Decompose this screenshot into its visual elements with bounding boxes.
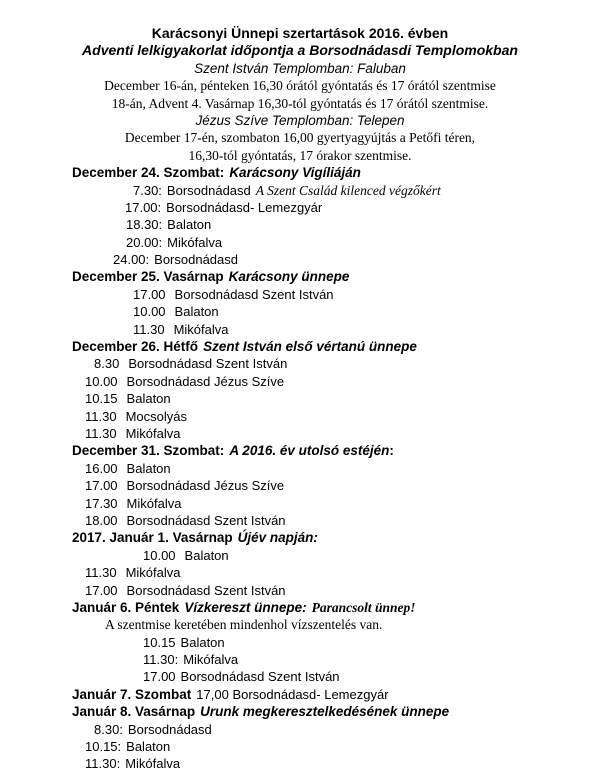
section-header-dec31 (0, 442, 600, 459)
intro-line-dec17: December 17-én, szombaton 16,00 gyertyagyújtás a Petőfi téren, (124, 130, 476, 146)
place-label: Balaton (167, 217, 212, 233)
section-date: Január 8. Vasárnap (72, 704, 196, 720)
intro-line-dec17b: 16,30-tól gyóntatás, 17 órakor szentmise. (188, 147, 412, 163)
schedule-row (0, 182, 600, 199)
section-date: Január 6. Péntek (72, 599, 180, 615)
schedule-row (0, 634, 600, 651)
schedule-row (0, 668, 600, 685)
place-label: Balaton (126, 391, 171, 407)
schedule-row (0, 303, 600, 320)
section-feast: Újév napján: (237, 530, 318, 546)
section-header-jan1 (0, 529, 600, 546)
schedule-row (0, 216, 600, 233)
section-inline-detail: 17,00 Borsodnádasd- Lemezgyár (196, 686, 389, 702)
time-label: 11.30 (133, 321, 165, 337)
time-label: 11.30 (85, 425, 117, 441)
time-label: 17.00 (85, 582, 118, 598)
schedule-row (0, 755, 600, 772)
place-label: Borsodnádasd- Lemezgyár (166, 199, 323, 215)
time-label: 11.30: (143, 652, 179, 668)
place-label: Mikófalva (183, 652, 239, 668)
time-label: 17.00 (143, 669, 176, 685)
time-label: 10.15 (85, 391, 118, 407)
place-label: Borsodnádasd Szent István (174, 286, 334, 302)
schedule-row (0, 738, 600, 755)
time-label: 8.30 (94, 356, 120, 372)
section-feast-serif: Parancsolt ünnep! (311, 599, 416, 615)
intro-line-advent4: 18-án, Advent 4. Vasárnap 16,30-tól gyóntatás és 17 órától szentmise. (111, 95, 489, 111)
schedule-row (0, 321, 600, 338)
section-date: December 26. Hétfő (72, 339, 199, 355)
place-label: Borsodnádasd (166, 182, 251, 198)
place-label: Mikófalva (173, 321, 229, 337)
time-label: 7.30: (133, 182, 162, 198)
section-colon: : (389, 443, 394, 459)
time-label: 10.15 (143, 634, 176, 650)
time-label: 16.00 (85, 460, 118, 476)
place-label: Borsodnádasd Jézus Szíve (126, 478, 285, 494)
time-label: 17.30 (85, 495, 118, 511)
place-label: Balaton (126, 460, 171, 476)
time-label: 11.30 (85, 408, 117, 424)
time-label: 17.00 (133, 286, 166, 302)
section-feast: Vízkereszt ünnepe: (184, 599, 307, 615)
place-label: Borsodnádasd (127, 721, 212, 737)
time-label: 17.00: (125, 199, 162, 215)
place-label: Borsodnádasd Szent István (180, 669, 340, 685)
section-feast: A 2016. év utolsó estéjén (229, 443, 390, 459)
place-label: Borsodnádasd (154, 252, 238, 268)
schedule-row (0, 582, 600, 599)
section-date: December 24. Szombat: (72, 165, 225, 181)
church-heading-faluban: Szent István Templomban: Faluban (194, 60, 406, 76)
section-date: 2017. Január 1. Vasárnap (72, 530, 233, 546)
place-label: Mocsolyás (125, 408, 187, 424)
section-header-jan6 (0, 599, 600, 616)
schedule-row (0, 460, 600, 477)
section-header-jan7 (0, 686, 600, 703)
section-feast: Karácsony Vigíliáján (229, 165, 361, 181)
section-date: December 31. Szombat: (72, 443, 225, 459)
time-label: 10.15: (85, 739, 122, 755)
schedule-row (0, 564, 600, 581)
schedule-row (0, 477, 600, 494)
section-header-dec24 (0, 164, 600, 181)
document-title: Karácsonyi Ünnepi szertartások 2016. évben (151, 25, 449, 41)
church-heading-telepen: Jézus Szíve Templomban: Telepen (195, 112, 405, 128)
schedule-row (0, 512, 600, 529)
time-label: 24.00: (113, 252, 150, 268)
section-header-jan8 (0, 703, 600, 720)
place-label: Mikófalva (125, 756, 181, 772)
schedule-row (0, 251, 600, 268)
place-label: Balaton (174, 304, 219, 320)
time-label: 20.00: (126, 234, 163, 250)
section-feast: Urunk megkeresztelkedésének ünnepe (200, 704, 450, 720)
schedule-row (0, 495, 600, 512)
schedule-row (0, 355, 600, 372)
place-label: Borsodnádasd Szent István (128, 356, 288, 372)
place-label: Borsodnádasd Szent István (126, 582, 286, 598)
schedule-row (0, 651, 600, 668)
time-label: 18.00 (85, 512, 118, 528)
time-label: 18.30: (126, 217, 163, 233)
section-feast: Szent István első vértanú ünnepe (203, 339, 417, 355)
time-label: 11.30 (85, 565, 117, 581)
time-label: 8.30: (94, 721, 123, 737)
time-label: 11.30: (85, 756, 121, 772)
intro-line-dec16: December 16-án, pénteken 16,30 órától gyóntatás és 17 órától szentmise (104, 78, 496, 94)
schedule-row (0, 721, 600, 738)
section-header-dec25 (0, 268, 600, 285)
place-label: Balaton (184, 547, 229, 563)
section-date: Január 7. Szombat (72, 686, 192, 702)
place-label: Balaton (126, 739, 171, 755)
document-subtitle: Adventi lelkigyakorlat időpontja a Borsodnádasdi Templomokban (82, 42, 518, 59)
time-label: 17.00 (85, 478, 118, 494)
place-label: Mikófalva (125, 425, 181, 441)
section-date: December 25. Vasárnap (72, 269, 224, 285)
schedule-row (0, 408, 600, 425)
schedule-row (0, 547, 600, 564)
place-label: Mikófalva (167, 234, 223, 250)
place-label: Balaton (180, 634, 225, 650)
schedule-row (0, 373, 600, 390)
schedule-row (0, 425, 600, 442)
place-label: Mikófalva (126, 495, 182, 511)
place-label: Mikófalva (125, 565, 181, 581)
schedule-row (0, 199, 600, 216)
place-label: Borsodnádasd Szent István (126, 512, 286, 528)
time-label: 10.00 (133, 304, 166, 320)
schedule-row (0, 390, 600, 407)
time-label: 10.00 (143, 547, 176, 563)
section-note-line: A szentmise keretében mindenhol vízszentelés van. (105, 617, 383, 633)
schedule-row (0, 234, 600, 251)
note-label: A Szent Család kilenced végzőkért (255, 182, 441, 198)
schedule-row (0, 286, 600, 303)
section-header-dec26 (0, 338, 600, 355)
place-label: Borsodnádasd Jézus Szíve (126, 373, 285, 389)
time-label: 10.00 (85, 373, 118, 389)
section-feast: Karácsony ünnepe (228, 269, 350, 285)
